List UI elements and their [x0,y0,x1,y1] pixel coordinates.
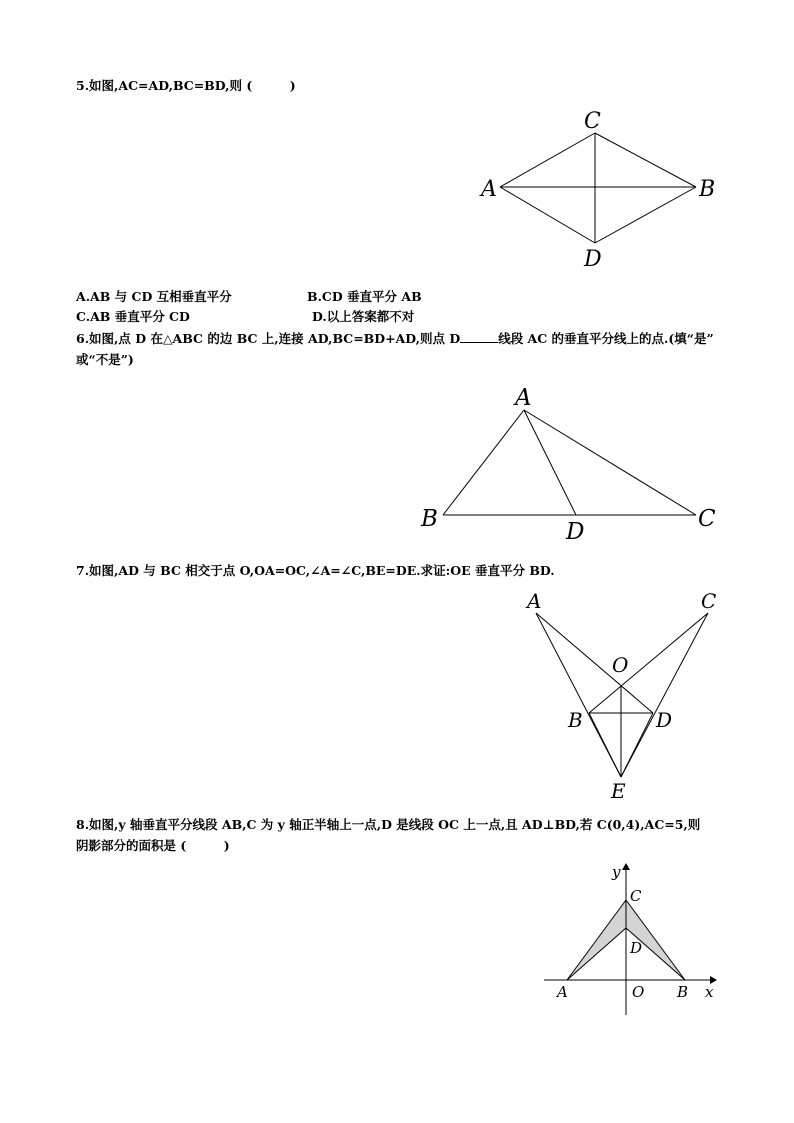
q5-label-b: B [699,177,716,202]
q5-label-c: C [584,109,601,134]
q7-segment-cb [589,613,708,713]
q8-figure [540,860,730,1025]
q7-label-b: B [568,708,583,732]
q8-stem-line2: 阴影部分的面积是 ( ) [76,838,230,853]
q5-option-c: C.AB 垂直平分 CD [76,309,190,324]
q6-stem-before: 6.如图,点 D 在△ABC 的边 BC 上,连接 AD,BC=BD+AD,则点 D [76,331,461,346]
q8-label-a: A [557,983,568,1001]
q6-label-b: B [421,506,438,532]
q5-option-d: D.以上答案都不对 [312,309,415,324]
q5-label-d: D [584,247,602,272]
q7-label-d: D [656,708,673,732]
q7-figure [520,585,730,805]
q8-label-y: y [612,863,621,881]
q5-stem: 5.如图,AC=AD,BC=BD,则 ( ) [76,78,296,93]
q5-side-da [500,187,595,243]
q8-label-c: C [630,887,642,905]
q6-label-c: C [698,506,716,532]
q7-segment-ce [621,613,708,777]
q8-label-d: D [630,939,643,957]
q8-segment-ad [567,928,626,980]
q8-label-x: x [705,983,714,1001]
q5-option-b: B.CD 垂直平分 AB [307,289,422,304]
q5-label-a: A [481,177,497,202]
q6-stem-after: 线段 AC 的垂直平分线上的点.(填“是” [498,331,714,346]
q6-answer-blank [460,330,498,343]
q7-stem: 7.如图,AD 与 BC 相交于点 O,OA=OC,∠A=∠C,BE=DE.求证:OE 垂直平分 BD. [76,563,555,578]
q5-side-bd [595,187,696,243]
q5-side-cb [595,133,696,187]
q6-label-d: D [566,519,585,545]
q8-stem-line1: 8.如图,y 轴垂直平分线段 AB,C 为 y 轴正半轴上一点,D 是线段 OC 上一点,且 AD⊥BD,若 C(0,4),AC=5,则 [76,817,701,832]
q7-segment-de [621,713,653,777]
q5-figure [470,100,730,275]
q7-segment-be [589,713,621,777]
q8-label-o: O [632,983,645,1001]
q8-segment-ac [567,900,626,980]
q5-option-a: A.AB 与 CD 互相垂直平分 [76,289,232,304]
q8-label-b: B [677,983,689,1001]
q6-label-a: A [515,385,532,411]
q6-figure [415,380,725,545]
q6-side-ab [443,410,524,515]
q5-side-ac [500,133,595,187]
q6-stem-line2: 或“不是”) [76,352,134,367]
q8-y-arrow [622,863,630,870]
q7-segment-ad [536,613,653,713]
q7-label-e: E [611,779,626,803]
q7-label-a: A [527,589,542,613]
q7-label-c: C [701,589,717,613]
q7-label-o: O [612,653,629,677]
q6-stem-line1 [76,329,714,349]
